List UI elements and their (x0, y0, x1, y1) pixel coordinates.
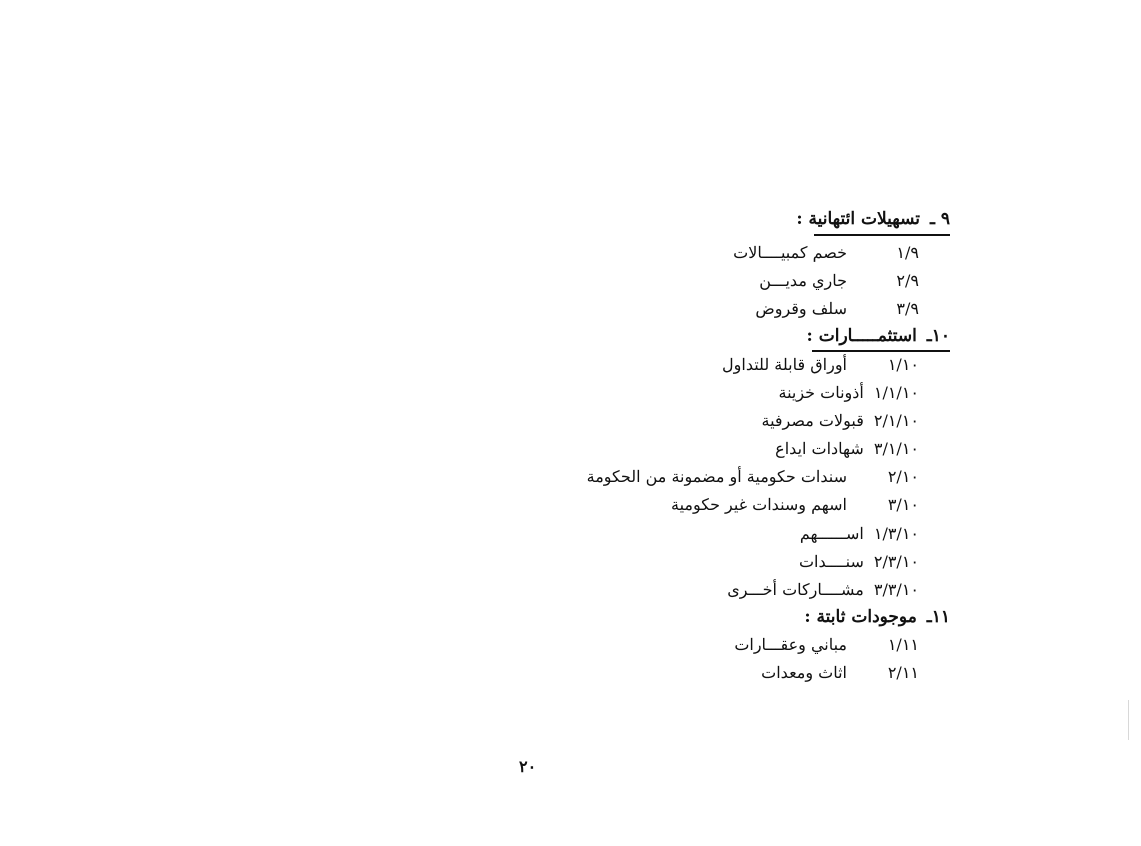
item-code: ١/٩ (896, 243, 919, 262)
item-label: سلف وقروض (755, 299, 847, 318)
item-code: ٢/٩ (896, 271, 919, 290)
item-code: ١/١١ (887, 635, 919, 654)
list-item (733, 242, 919, 264)
list-item (671, 494, 919, 516)
list-item (799, 551, 919, 573)
item-code: ١/١٠ (887, 355, 919, 374)
item-label: مباني وعقـــارات (734, 635, 847, 654)
section-number: ١٠ـ (926, 326, 950, 346)
item-code: ١/١/١٠ (873, 383, 919, 402)
section-title: موجودات ثابتة : (804, 607, 917, 627)
item-code: ٣/٩ (896, 299, 919, 318)
item-label: سندات حكومية أو مضمونة من الحكومة (586, 467, 847, 486)
item-label: مشــــاركات أخـــرى (727, 580, 864, 599)
list-item (759, 270, 919, 292)
item-code: ٣/٣/١٠ (873, 580, 919, 599)
item-label: قبولات مصرفية (761, 411, 864, 430)
list-item (587, 466, 919, 488)
item-label: جاري مديـــن (759, 271, 847, 290)
list-item (762, 410, 920, 432)
item-code: ٢/٣/١٠ (873, 552, 919, 571)
list-item (722, 354, 919, 376)
section-number: ٩ ـ (929, 209, 950, 229)
list-item (775, 438, 919, 460)
item-code: ١/٣/١٠ (873, 524, 919, 543)
item-label: اثاث ومعدات (761, 663, 847, 682)
section-heading-9 (796, 208, 950, 230)
section-number: ١١ـ (926, 607, 950, 627)
section-heading-10 (807, 325, 950, 347)
section-title: تسهيلات ائتهانية : (796, 209, 921, 229)
list-item (755, 298, 919, 320)
item-code: ٣/١٠ (887, 495, 919, 514)
item-code: ٢/١٠ (887, 467, 919, 486)
section-heading-underline (814, 234, 950, 236)
item-code: ٢/١١ (887, 663, 919, 682)
item-label: اســــــهم (799, 524, 864, 543)
list-item (800, 523, 919, 545)
item-label: شهادات ايداع (775, 439, 864, 458)
section-heading-11 (804, 606, 950, 628)
item-label: خصم كمبيــــالات (733, 243, 847, 262)
list-item (778, 382, 919, 404)
page-number: ٢٠ (519, 757, 537, 776)
scan-edge-mark (1128, 700, 1129, 740)
list-item (734, 634, 919, 656)
item-label: اسهم وسندات غير حكومية (671, 495, 847, 514)
item-code: ٣/١/١٠ (873, 439, 919, 458)
list-item (761, 662, 919, 684)
item-label: أذونات خزينة (778, 383, 864, 402)
item-label: سنــــدات (798, 552, 864, 571)
section-heading-underline (812, 350, 950, 352)
section-title: استثمـــــارات : (806, 326, 917, 346)
list-item (727, 579, 919, 601)
item-label: أوراق قابلة للتداول (722, 355, 847, 374)
item-code: ٢/١/١٠ (873, 411, 919, 430)
